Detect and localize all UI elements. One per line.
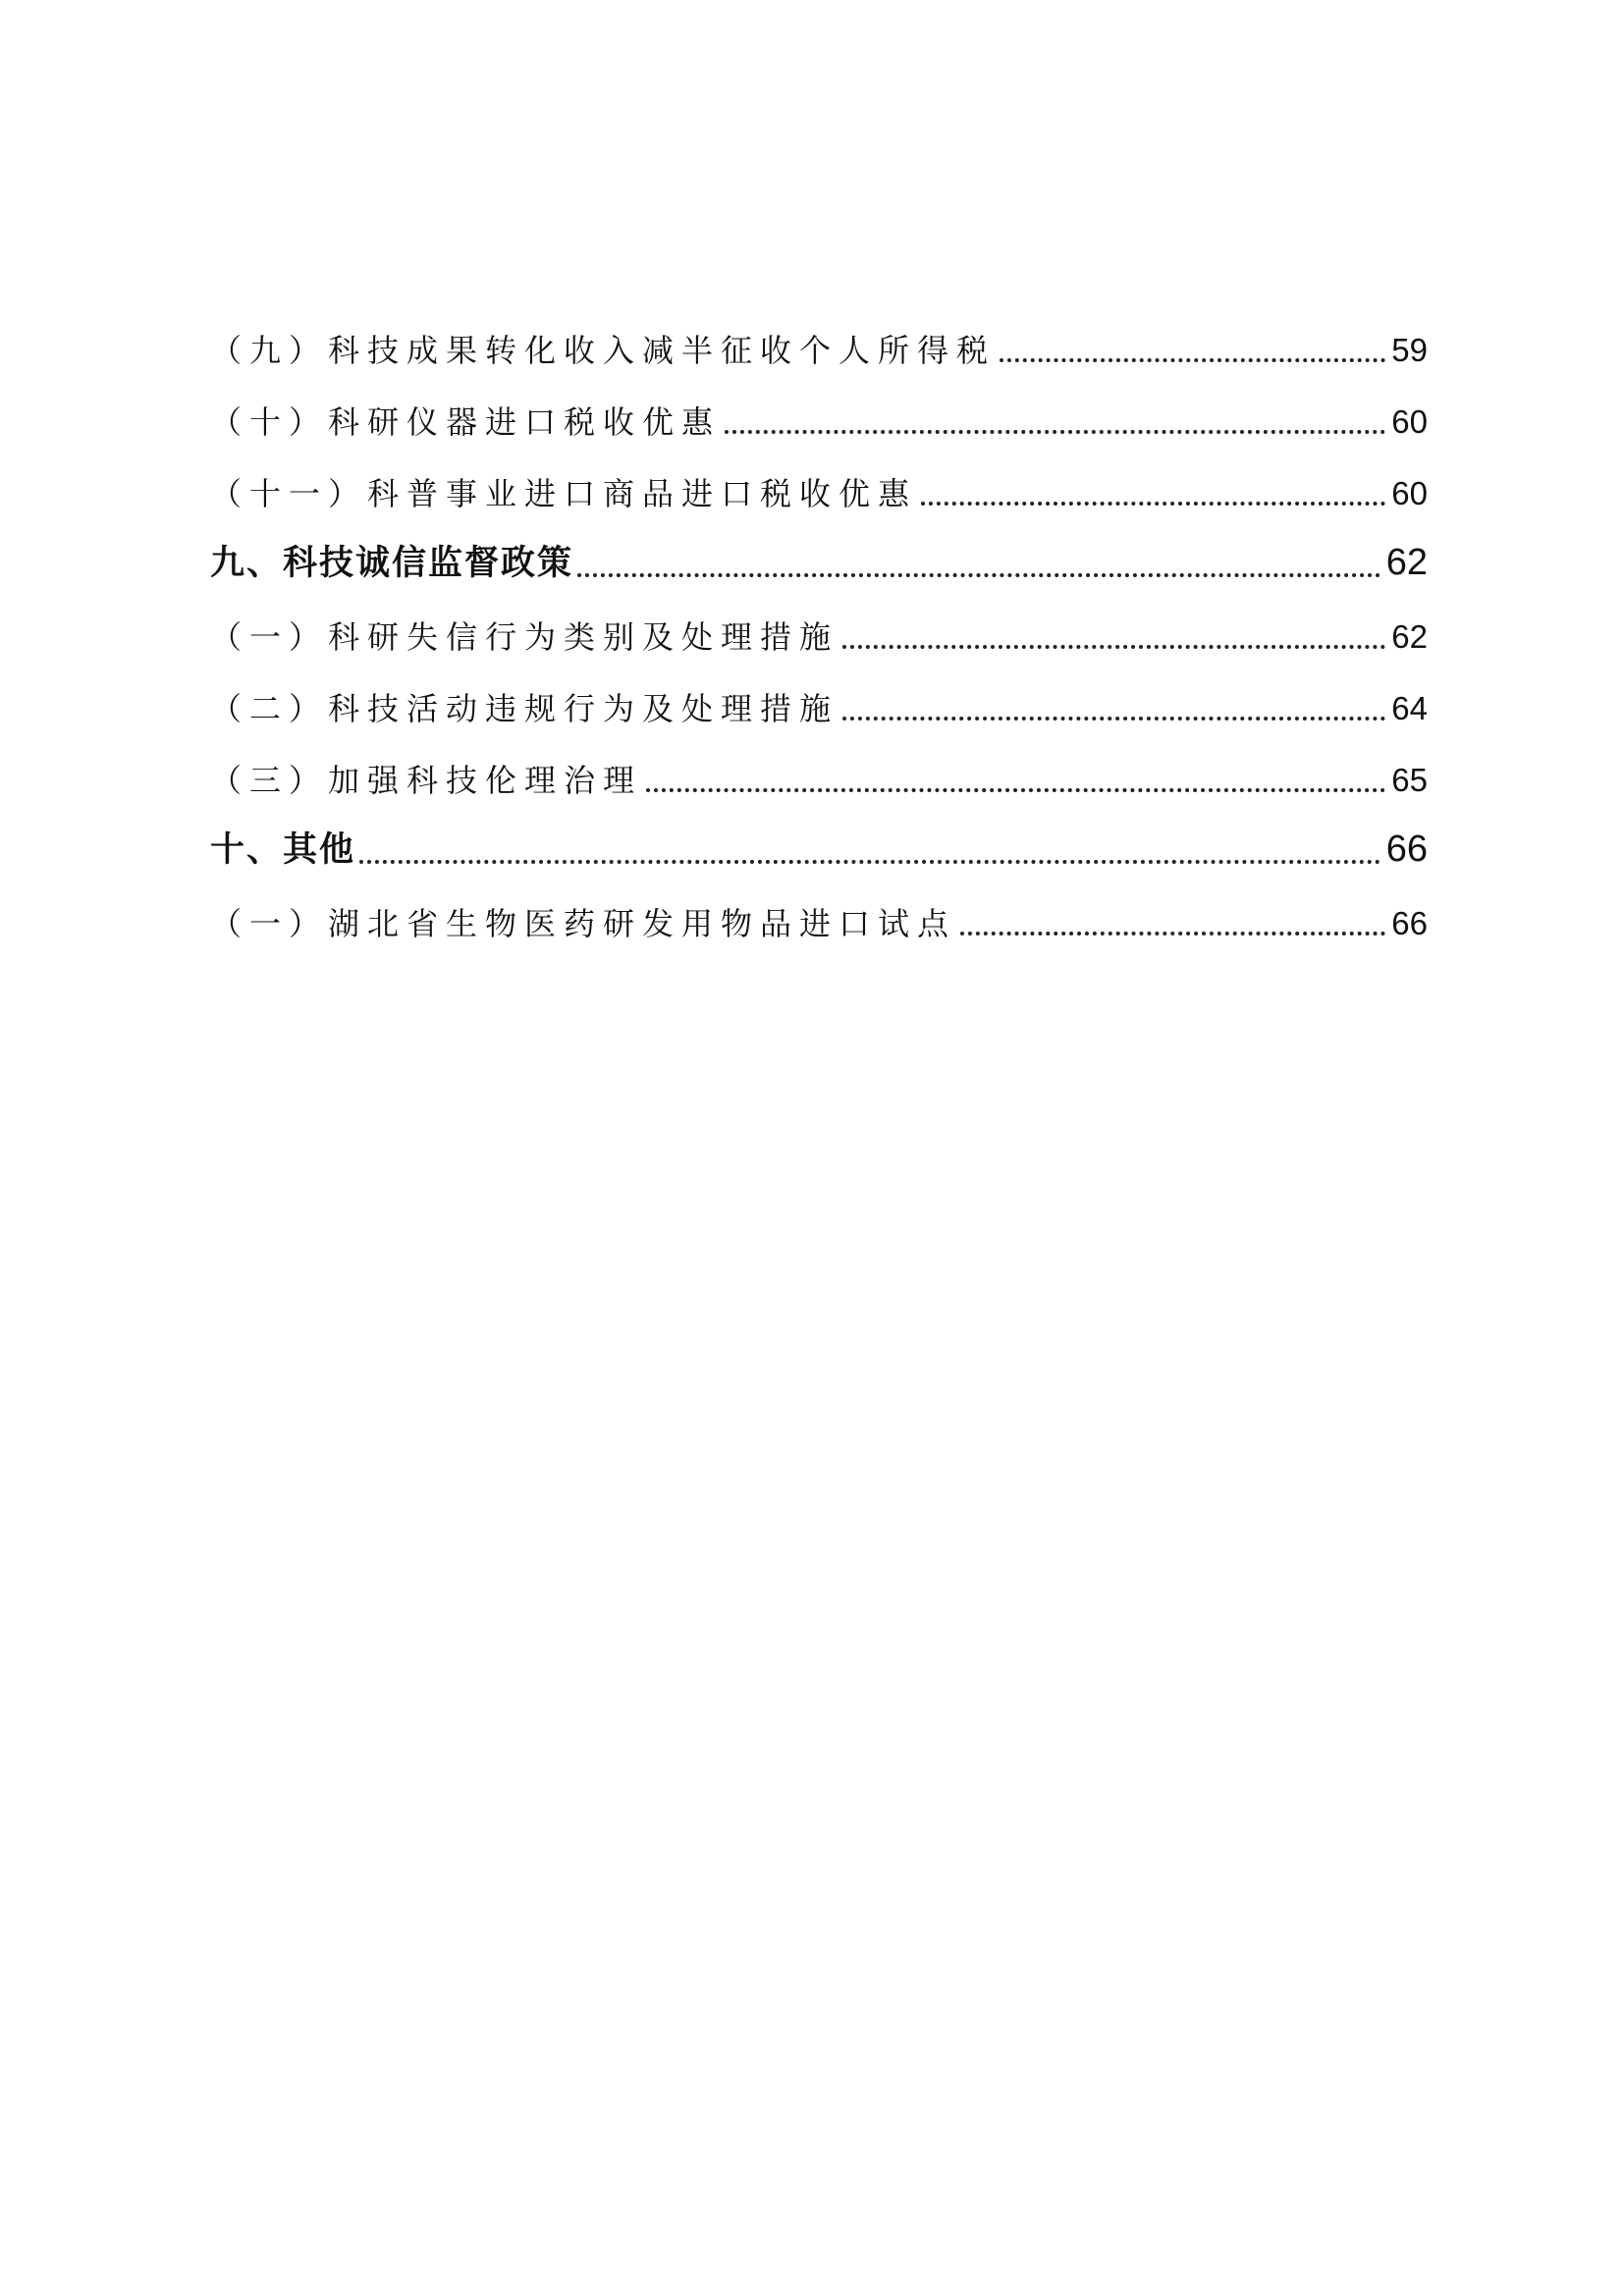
toc-section-heading[interactable] — [210, 515, 1428, 587]
toc-entry[interactable] — [210, 300, 1428, 372]
toc-entry-page: 60 — [1391, 475, 1428, 511]
toc-entry-page: 62 — [1391, 618, 1428, 655]
toc-entry-title: 九、科技诚信监督政策 — [210, 544, 574, 583]
toc-entry[interactable] — [210, 730, 1428, 802]
toc-entry[interactable] — [210, 372, 1428, 444]
toc-entry-title: （一）湖北省生物医药研发用物品进口试点 — [210, 905, 957, 942]
toc-dot-leader — [960, 932, 1385, 935]
toc-dot-leader — [842, 645, 1385, 649]
toc-entry-page: 66 — [1385, 828, 1428, 870]
toc-entry[interactable] — [210, 444, 1428, 515]
toc-entry[interactable] — [210, 587, 1428, 659]
toc-entry-title: （九）科技成果转化收入减半征收个人所得税 — [210, 332, 997, 369]
toc-entry-title: （十一）科普事业进口商品进口税收优惠 — [210, 475, 918, 512]
toc-entry[interactable] — [210, 874, 1428, 945]
toc-entry-page: 66 — [1391, 905, 1428, 941]
toc-entry-page: 64 — [1391, 690, 1428, 726]
toc-dot-leader — [359, 860, 1380, 864]
toc-entry[interactable] — [210, 659, 1428, 730]
table-of-contents — [210, 300, 1428, 945]
toc-entry-page: 65 — [1391, 762, 1428, 798]
toc-entry-page: 62 — [1385, 542, 1428, 583]
toc-entry-title: （十）科研仪器进口税收优惠 — [210, 403, 722, 441]
toc-dot-leader — [646, 788, 1385, 792]
toc-entry-title: （三）加强科技伦理治理 — [210, 762, 643, 799]
toc-entry-page: 59 — [1391, 332, 1428, 368]
toc-dot-leader — [725, 430, 1385, 434]
toc-dot-leader — [842, 717, 1385, 721]
toc-entry-title: 十、其他 — [210, 830, 356, 870]
toc-section-heading[interactable] — [210, 802, 1428, 874]
toc-dot-leader — [921, 502, 1385, 506]
toc-dot-leader — [577, 573, 1380, 577]
toc-entry-title: （二）科技活动违规行为及处理措施 — [210, 690, 839, 727]
toc-entry-page: 60 — [1391, 403, 1428, 440]
toc-entry-title: （一）科研失信行为类别及处理措施 — [210, 618, 839, 656]
toc-dot-leader — [1000, 358, 1385, 362]
